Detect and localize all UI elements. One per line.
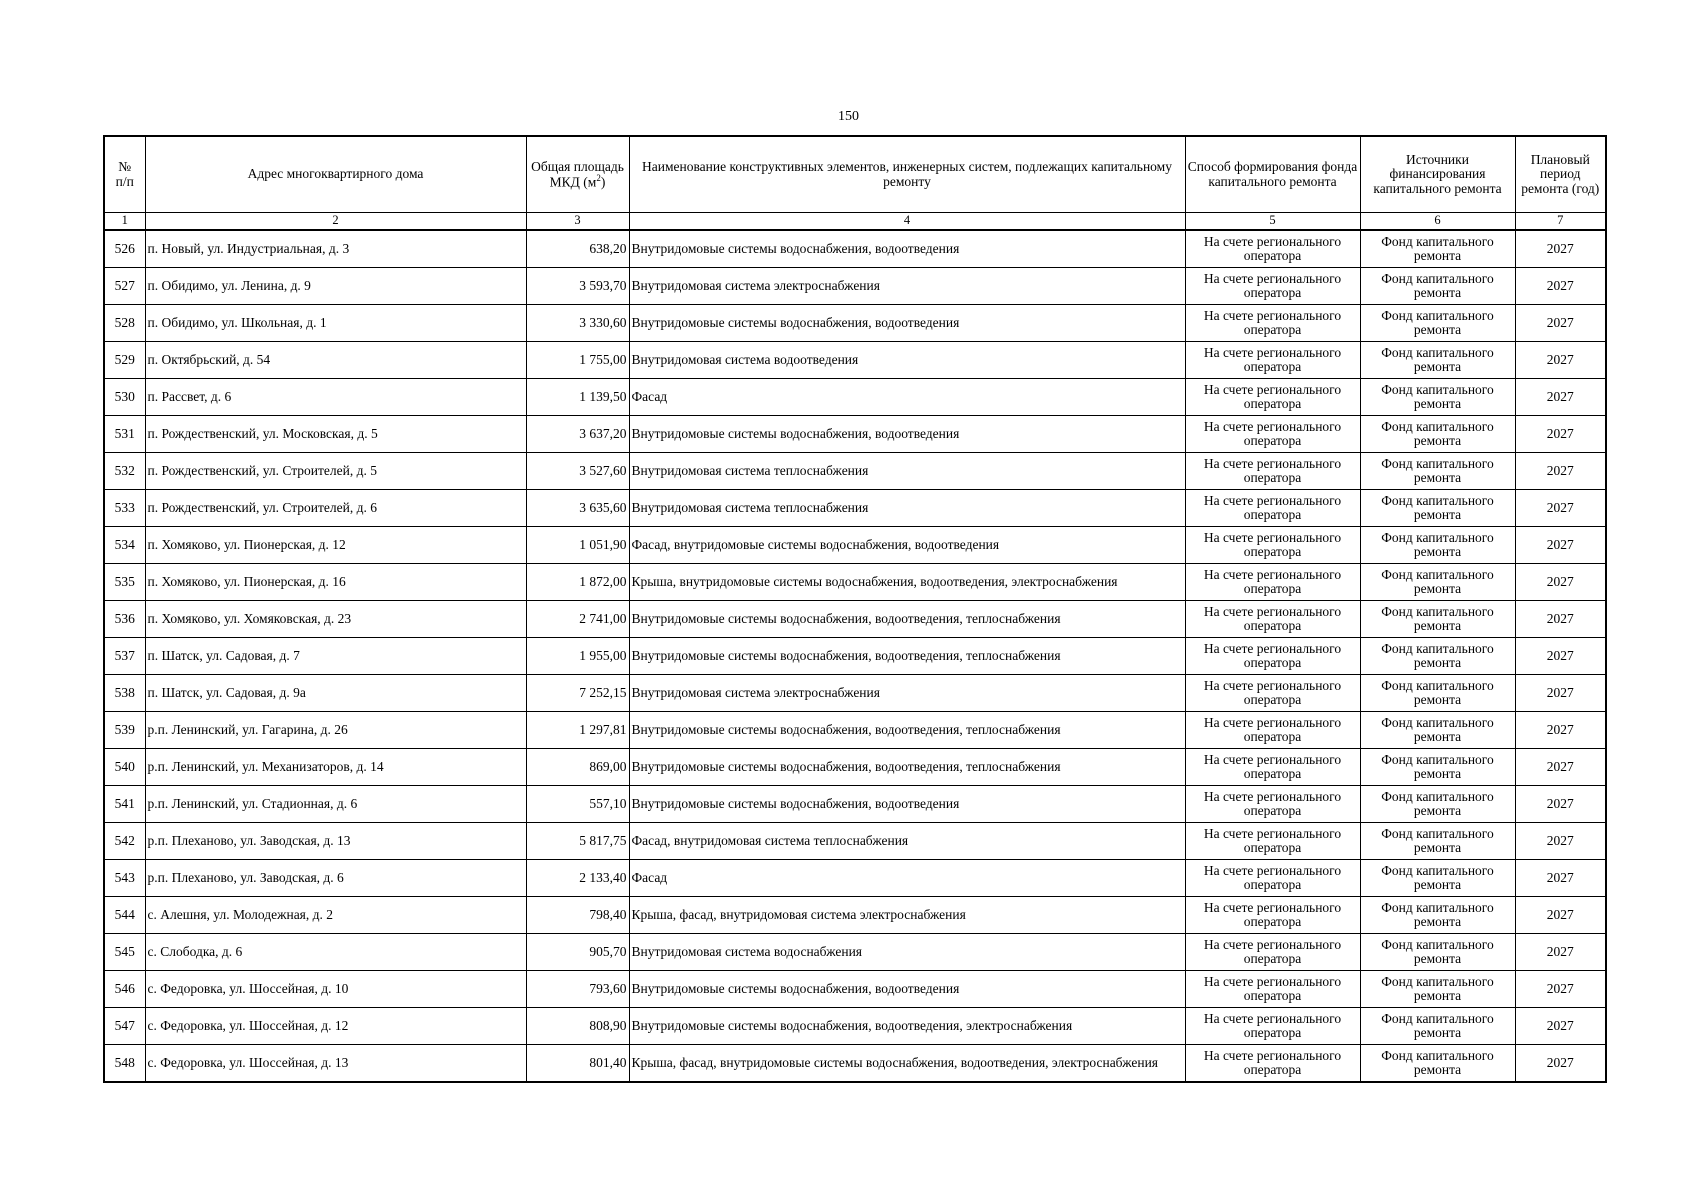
table-row xyxy=(104,342,1606,379)
elements-cell: Крыша, фасад, внутридомовая система электроснабжения xyxy=(629,897,1185,934)
area-cell: 1 872,00 xyxy=(526,564,629,601)
header-area xyxy=(526,136,629,213)
address-cell: с. Федоровка, ул. Шоссейная, д. 13 xyxy=(145,1045,526,1083)
year-cell: 2027 xyxy=(1515,416,1606,453)
year-cell: 2027 xyxy=(1515,712,1606,749)
source-cell: Фонд капитального ремонта xyxy=(1360,490,1515,527)
row-number: 543 xyxy=(104,860,145,897)
elements-cell: Крыша, внутридомовые системы водоснабжения, водоотведения, электроснабжения xyxy=(629,564,1185,601)
column-number: 5 xyxy=(1185,213,1360,231)
area-cell: 3 635,60 xyxy=(526,490,629,527)
row-number: 545 xyxy=(104,934,145,971)
address-cell: п. Обидимо, ул. Школьная, д. 1 xyxy=(145,305,526,342)
elements-cell: Внутридомовые системы водоснабжения, водоотведения, теплоснабжения xyxy=(629,638,1185,675)
source-cell: Фонд капитального ремонта xyxy=(1360,564,1515,601)
source-cell: Фонд капитального ремонта xyxy=(1360,527,1515,564)
source-cell: Фонд капитального ремонта xyxy=(1360,712,1515,749)
method-cell: На счете регионального оператора xyxy=(1185,712,1360,749)
area-cell: 3 637,20 xyxy=(526,416,629,453)
year-cell: 2027 xyxy=(1515,749,1606,786)
source-cell: Фонд капитального ремонта xyxy=(1360,305,1515,342)
source-cell: Фонд капитального ремонта xyxy=(1360,638,1515,675)
year-cell: 2027 xyxy=(1515,490,1606,527)
year-cell: 2027 xyxy=(1515,971,1606,1008)
area-cell: 1 955,00 xyxy=(526,638,629,675)
method-cell: На счете регионального оператора xyxy=(1185,1008,1360,1045)
header-source: Источники финансирования капитального ремонта xyxy=(1360,136,1515,213)
page-number: 150 xyxy=(838,109,859,124)
year-cell: 2027 xyxy=(1515,860,1606,897)
year-cell: 2027 xyxy=(1515,527,1606,564)
header-period: Плановый период ремонта (год) xyxy=(1515,136,1606,213)
year-cell: 2027 xyxy=(1515,230,1606,268)
table-row xyxy=(104,453,1606,490)
area-cell: 1 051,90 xyxy=(526,527,629,564)
year-cell: 2027 xyxy=(1515,675,1606,712)
source-cell: Фонд капитального ремонта xyxy=(1360,860,1515,897)
table-row xyxy=(104,379,1606,416)
row-number: 530 xyxy=(104,379,145,416)
year-cell: 2027 xyxy=(1515,638,1606,675)
elements-cell: Внутридомовые системы водоснабжения, водоотведения xyxy=(629,416,1185,453)
method-cell: На счете регионального оператора xyxy=(1185,453,1360,490)
table-row xyxy=(104,786,1606,823)
area-cell: 869,00 xyxy=(526,749,629,786)
source-cell: Фонд капитального ремонта xyxy=(1360,897,1515,934)
table-header-row xyxy=(104,136,1606,213)
area-cell: 1 139,50 xyxy=(526,379,629,416)
source-cell: Фонд капитального ремонта xyxy=(1360,416,1515,453)
source-cell: Фонд капитального ремонта xyxy=(1360,823,1515,860)
column-number: 1 xyxy=(104,213,145,231)
source-cell: Фонд капитального ремонта xyxy=(1360,601,1515,638)
column-number: 3 xyxy=(526,213,629,231)
source-cell: Фонд капитального ремонта xyxy=(1360,379,1515,416)
address-cell: п. Хомяково, ул. Пионерская, д. 12 xyxy=(145,527,526,564)
year-cell: 2027 xyxy=(1515,379,1606,416)
elements-cell: Внутридомовые системы водоснабжения, водоотведения xyxy=(629,230,1185,268)
source-cell: Фонд капитального ремонта xyxy=(1360,934,1515,971)
row-number: 541 xyxy=(104,786,145,823)
column-number: 6 xyxy=(1360,213,1515,231)
address-cell: п. Шатск, ул. Садовая, д. 7 xyxy=(145,638,526,675)
year-cell: 2027 xyxy=(1515,1008,1606,1045)
area-cell: 1 297,81 xyxy=(526,712,629,749)
header-num: № п/п xyxy=(104,136,145,213)
source-cell: Фонд капитального ремонта xyxy=(1360,453,1515,490)
method-cell: На счете регионального оператора xyxy=(1185,860,1360,897)
elements-cell: Внутридомовая система водоотведения xyxy=(629,342,1185,379)
method-cell: На счете регионального оператора xyxy=(1185,601,1360,638)
elements-cell: Внутридомовые системы водоснабжения, водоотведения, теплоснабжения xyxy=(629,712,1185,749)
method-cell: На счете регионального оператора xyxy=(1185,749,1360,786)
address-cell: с. Алешня, ул. Молодежная, д. 2 xyxy=(145,897,526,934)
area-cell: 3 593,70 xyxy=(526,268,629,305)
row-number: 533 xyxy=(104,490,145,527)
header-area-label: Общая площадь МКД (м xyxy=(531,158,624,190)
row-number: 527 xyxy=(104,268,145,305)
address-cell: с. Федоровка, ул. Шоссейная, д. 10 xyxy=(145,971,526,1008)
method-cell: На счете регионального оператора xyxy=(1185,971,1360,1008)
year-cell: 2027 xyxy=(1515,601,1606,638)
row-number: 529 xyxy=(104,342,145,379)
table-row xyxy=(104,638,1606,675)
address-cell: р.п. Плеханово, ул. Заводская, д. 13 xyxy=(145,823,526,860)
table-row xyxy=(104,416,1606,453)
year-cell: 2027 xyxy=(1515,786,1606,823)
elements-cell: Внутридомовая система электроснабжения xyxy=(629,268,1185,305)
method-cell: На счете регионального оператора xyxy=(1185,786,1360,823)
elements-cell: Фасад xyxy=(629,379,1185,416)
year-cell: 2027 xyxy=(1515,564,1606,601)
row-number: 531 xyxy=(104,416,145,453)
elements-cell: Крыша, фасад, внутридомовые системы водоснабжения, водоотведения, электроснабжения xyxy=(629,1045,1185,1083)
table-row xyxy=(104,934,1606,971)
method-cell: На счете регионального оператора xyxy=(1185,823,1360,860)
table-row xyxy=(104,749,1606,786)
area-cell: 638,20 xyxy=(526,230,629,268)
row-number: 544 xyxy=(104,897,145,934)
elements-cell: Внутридомовые системы водоснабжения, водоотведения, теплоснабжения xyxy=(629,749,1185,786)
address-cell: с. Слободка, д. 6 xyxy=(145,934,526,971)
row-number: 528 xyxy=(104,305,145,342)
method-cell: На счете регионального оператора xyxy=(1185,490,1360,527)
row-number: 546 xyxy=(104,971,145,1008)
area-cell: 1 755,00 xyxy=(526,342,629,379)
row-number: 535 xyxy=(104,564,145,601)
area-cell: 2 741,00 xyxy=(526,601,629,638)
elements-cell: Фасад, внутридомовые системы водоснабжения, водоотведения xyxy=(629,527,1185,564)
row-number: 547 xyxy=(104,1008,145,1045)
area-cell: 5 817,75 xyxy=(526,823,629,860)
header-address: Адрес многоквартирного дома xyxy=(145,136,526,213)
table-row xyxy=(104,268,1606,305)
row-number: 542 xyxy=(104,823,145,860)
method-cell: На счете регионального оператора xyxy=(1185,638,1360,675)
area-cell: 793,60 xyxy=(526,971,629,1008)
address-cell: р.п. Плеханово, ул. Заводская, д. 6 xyxy=(145,860,526,897)
year-cell: 2027 xyxy=(1515,897,1606,934)
year-cell: 2027 xyxy=(1515,934,1606,971)
year-cell: 2027 xyxy=(1515,305,1606,342)
source-cell: Фонд капитального ремонта xyxy=(1360,230,1515,268)
table-body xyxy=(104,230,1606,1082)
repair-schedule-table xyxy=(103,135,1607,1083)
row-number: 536 xyxy=(104,601,145,638)
source-cell: Фонд капитального ремонта xyxy=(1360,1008,1515,1045)
elements-cell: Внутридомовые системы водоснабжения, водоотведения, теплоснабжения xyxy=(629,601,1185,638)
method-cell: На счете регионального оператора xyxy=(1185,416,1360,453)
table-row xyxy=(104,860,1606,897)
table-row xyxy=(104,230,1606,268)
header-method: Способ формирования фонда капитального ремонта xyxy=(1185,136,1360,213)
elements-cell: Внутридомовые системы водоснабжения, водоотведения xyxy=(629,305,1185,342)
row-number: 537 xyxy=(104,638,145,675)
row-number: 548 xyxy=(104,1045,145,1083)
method-cell: На счете регионального оператора xyxy=(1185,230,1360,268)
method-cell: На счете регионального оператора xyxy=(1185,897,1360,934)
source-cell: Фонд капитального ремонта xyxy=(1360,786,1515,823)
table-row xyxy=(104,971,1606,1008)
address-cell: п. Рождественский, ул. Московская, д. 5 xyxy=(145,416,526,453)
table-row xyxy=(104,1008,1606,1045)
column-number-row xyxy=(104,213,1606,231)
source-cell: Фонд капитального ремонта xyxy=(1360,675,1515,712)
table-row xyxy=(104,712,1606,749)
table-row xyxy=(104,675,1606,712)
elements-cell: Внутридомовые системы водоснабжения, водоотведения xyxy=(629,786,1185,823)
area-cell: 905,70 xyxy=(526,934,629,971)
area-cell: 801,40 xyxy=(526,1045,629,1083)
source-cell: Фонд капитального ремонта xyxy=(1360,971,1515,1008)
row-number: 540 xyxy=(104,749,145,786)
method-cell: На счете регионального оператора xyxy=(1185,564,1360,601)
header-elements: Наименование конструктивных элементов, инженерных систем, подлежащих капитальному ремонту xyxy=(629,136,1185,213)
column-number: 4 xyxy=(629,213,1185,231)
column-number: 7 xyxy=(1515,213,1606,231)
year-cell: 2027 xyxy=(1515,453,1606,490)
elements-cell: Внутридомовые системы водоснабжения, водоотведения xyxy=(629,971,1185,1008)
area-cell: 557,10 xyxy=(526,786,629,823)
elements-cell: Внутридомовая система электроснабжения xyxy=(629,675,1185,712)
address-cell: с. Федоровка, ул. Шоссейная, д. 12 xyxy=(145,1008,526,1045)
row-number: 532 xyxy=(104,453,145,490)
address-cell: р.п. Ленинский, ул. Механизаторов, д. 14 xyxy=(145,749,526,786)
table-row xyxy=(104,527,1606,564)
header-area-sup: 2 xyxy=(596,172,601,183)
year-cell: 2027 xyxy=(1515,1045,1606,1083)
method-cell: На счете регионального оператора xyxy=(1185,675,1360,712)
source-cell: Фонд капитального ремонта xyxy=(1360,268,1515,305)
address-cell: р.п. Ленинский, ул. Гагарина, д. 26 xyxy=(145,712,526,749)
area-cell: 2 133,40 xyxy=(526,860,629,897)
method-cell: На счете регионального оператора xyxy=(1185,527,1360,564)
table-row xyxy=(104,601,1606,638)
elements-cell: Фасад, внутридомовая система теплоснабжения xyxy=(629,823,1185,860)
year-cell: 2027 xyxy=(1515,823,1606,860)
elements-cell: Внутридомовая система теплоснабжения xyxy=(629,490,1185,527)
address-cell: п. Хомяково, ул. Хомяковская, д. 23 xyxy=(145,601,526,638)
method-cell: На счете регионального оператора xyxy=(1185,268,1360,305)
address-cell: п. Новый, ул. Индустриальная, д. 3 xyxy=(145,230,526,268)
address-cell: п. Рождественский, ул. Строителей, д. 6 xyxy=(145,490,526,527)
area-cell: 3 330,60 xyxy=(526,305,629,342)
area-cell: 798,40 xyxy=(526,897,629,934)
source-cell: Фонд капитального ремонта xyxy=(1360,342,1515,379)
address-cell: п. Шатск, ул. Садовая, д. 9а xyxy=(145,675,526,712)
row-number: 526 xyxy=(104,230,145,268)
area-cell: 7 252,15 xyxy=(526,675,629,712)
method-cell: На счете регионального оператора xyxy=(1185,934,1360,971)
elements-cell: Внутридомовая система теплоснабжения xyxy=(629,453,1185,490)
address-cell: п. Рассвет, д. 6 xyxy=(145,379,526,416)
address-cell: р.п. Ленинский, ул. Стадионная, д. 6 xyxy=(145,786,526,823)
year-cell: 2027 xyxy=(1515,268,1606,305)
elements-cell: Внутридомовая система водоснабжения xyxy=(629,934,1185,971)
address-cell: п. Хомяково, ул. Пионерская, д. 16 xyxy=(145,564,526,601)
elements-cell: Внутридомовые системы водоснабжения, водоотведения, электроснабжения xyxy=(629,1008,1185,1045)
table-row xyxy=(104,1045,1606,1083)
source-cell: Фонд капитального ремонта xyxy=(1360,749,1515,786)
method-cell: На счете регионального оператора xyxy=(1185,1045,1360,1083)
address-cell: п. Обидимо, ул. Ленина, д. 9 xyxy=(145,268,526,305)
row-number: 539 xyxy=(104,712,145,749)
table-row xyxy=(104,305,1606,342)
year-cell: 2027 xyxy=(1515,342,1606,379)
source-cell: Фонд капитального ремонта xyxy=(1360,1045,1515,1083)
row-number: 538 xyxy=(104,675,145,712)
area-cell: 3 527,60 xyxy=(526,453,629,490)
area-cell: 808,90 xyxy=(526,1008,629,1045)
method-cell: На счете регионального оператора xyxy=(1185,342,1360,379)
table-row xyxy=(104,564,1606,601)
method-cell: На счете регионального оператора xyxy=(1185,379,1360,416)
table-row xyxy=(104,897,1606,934)
address-cell: п. Рождественский, ул. Строителей, д. 5 xyxy=(145,453,526,490)
header-area-close: ) xyxy=(600,174,606,190)
elements-cell: Фасад xyxy=(629,860,1185,897)
row-number: 534 xyxy=(104,527,145,564)
method-cell: На счете регионального оператора xyxy=(1185,305,1360,342)
column-number: 2 xyxy=(145,213,526,231)
table-row xyxy=(104,823,1606,860)
address-cell: п. Октябрьский, д. 54 xyxy=(145,342,526,379)
table-row xyxy=(104,490,1606,527)
